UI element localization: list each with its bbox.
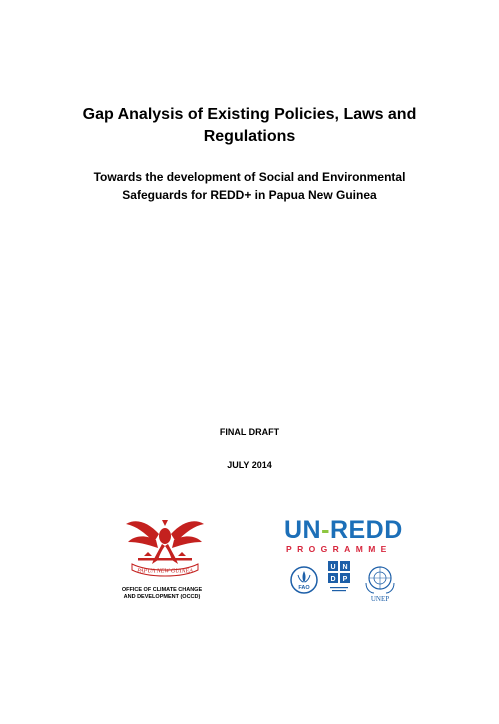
document-date: JULY 2014 (227, 460, 272, 470)
undp-letter-p: P (342, 576, 348, 583)
subtitle-line-2: Safeguards for REDD+ in Papua New Guinea (122, 188, 377, 202)
unep-logo-icon (360, 565, 400, 603)
un-redd-logo (284, 516, 403, 545)
document-subtitle (70, 168, 429, 204)
emblem-banner-text: PAPUA NEW GUINEA (137, 568, 193, 575)
occd-line-1: OFFICE OF CLIMATE CHANGE (121, 587, 203, 593)
fao-text: FAO (298, 585, 310, 591)
fao-logo-icon (290, 566, 318, 594)
unep-text: UNEP (370, 595, 390, 603)
un-redd-dash: - (321, 516, 330, 544)
occd-line-2: AND DEVELOPMENT (OCCD) (123, 594, 201, 600)
title-line-2: Regulations (203, 128, 296, 145)
document-title (60, 104, 439, 148)
draft-status: FINAL DRAFT (219, 427, 280, 437)
undp-letter-u: U (330, 564, 336, 571)
bird-of-paradise-emblem-icon (118, 512, 212, 582)
un-redd-part-redd: REDD (329, 516, 403, 544)
undp-letter-d: D (330, 576, 336, 583)
programme-text: PROGRAMME (286, 544, 392, 554)
undp-letter-n: N (342, 564, 348, 571)
un-redd-part-un: UN (284, 516, 322, 544)
occd-label (100, 587, 224, 601)
undp-logo-icon (328, 561, 350, 605)
title-line-1: Gap Analysis of Existing Policies, Laws and (82, 106, 417, 123)
subtitle-line-1: Towards the development of Social and Environmental (93, 170, 406, 184)
